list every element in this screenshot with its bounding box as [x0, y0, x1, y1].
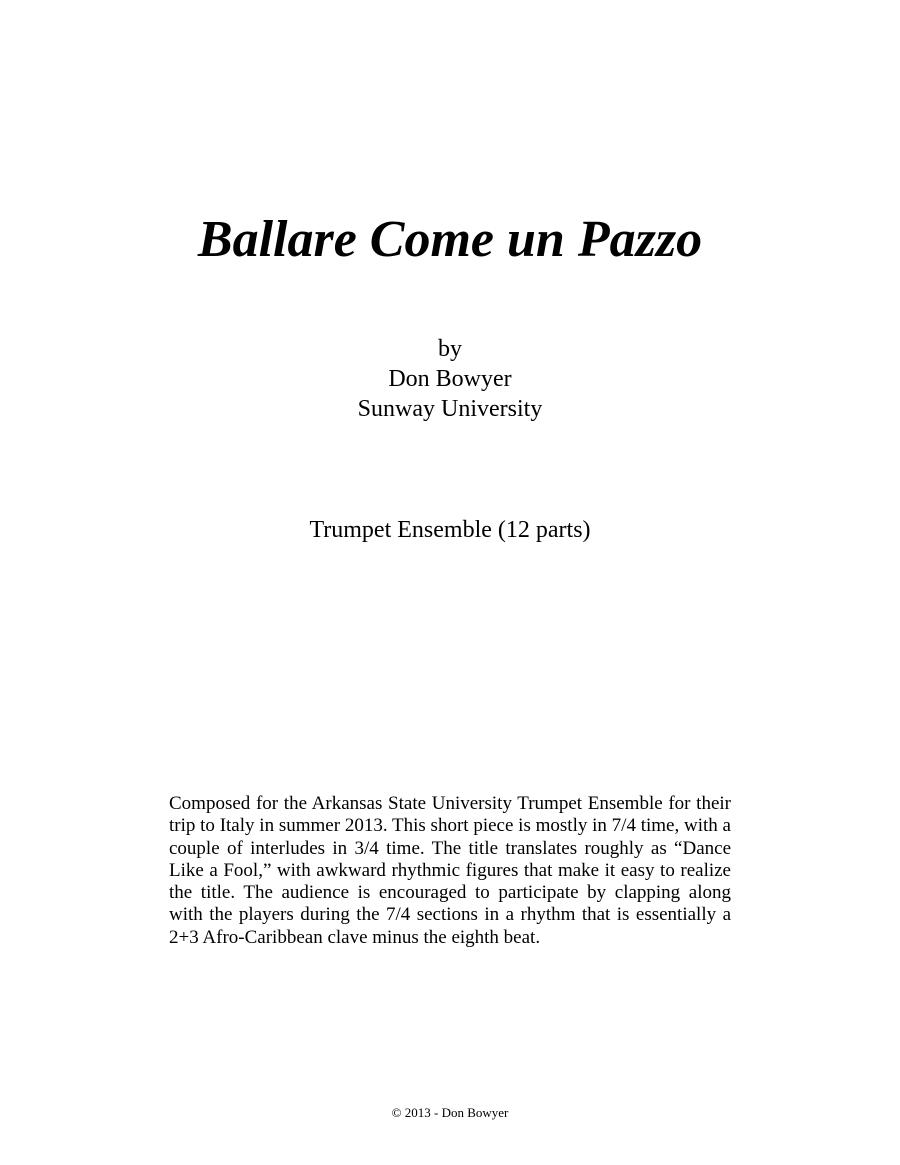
- copyright-notice: © 2013 - Don Bowyer: [391, 1105, 509, 1120]
- composer-affiliation: Sunway University: [357, 396, 543, 422]
- composer-name: Don Bowyer: [388, 366, 512, 392]
- byline-by: by: [438, 336, 462, 362]
- piece-title: Ballare Come un Pazzo: [197, 211, 703, 268]
- byline: [0, 334, 900, 424]
- program-notes: Composed for the Arkansas State University Trumpet Ensemble for their trip to Italy in summer 2013. This short piece is mostly in 7/4 time, with a couple of interludes in 3/4 time. The title translates roughly as “Dance Like a Fool,” with awkward rhythmic figures that make it easy to realize the title. The audience is encouraged to participate by clapping along with the players during the 7/4 sections in a rhythm that is essentially a 2+3 Afro-Caribbean clave minus the eighth beat.: [169, 793, 731, 948]
- instrumentation: Trumpet Ensemble (12 parts): [309, 517, 591, 543]
